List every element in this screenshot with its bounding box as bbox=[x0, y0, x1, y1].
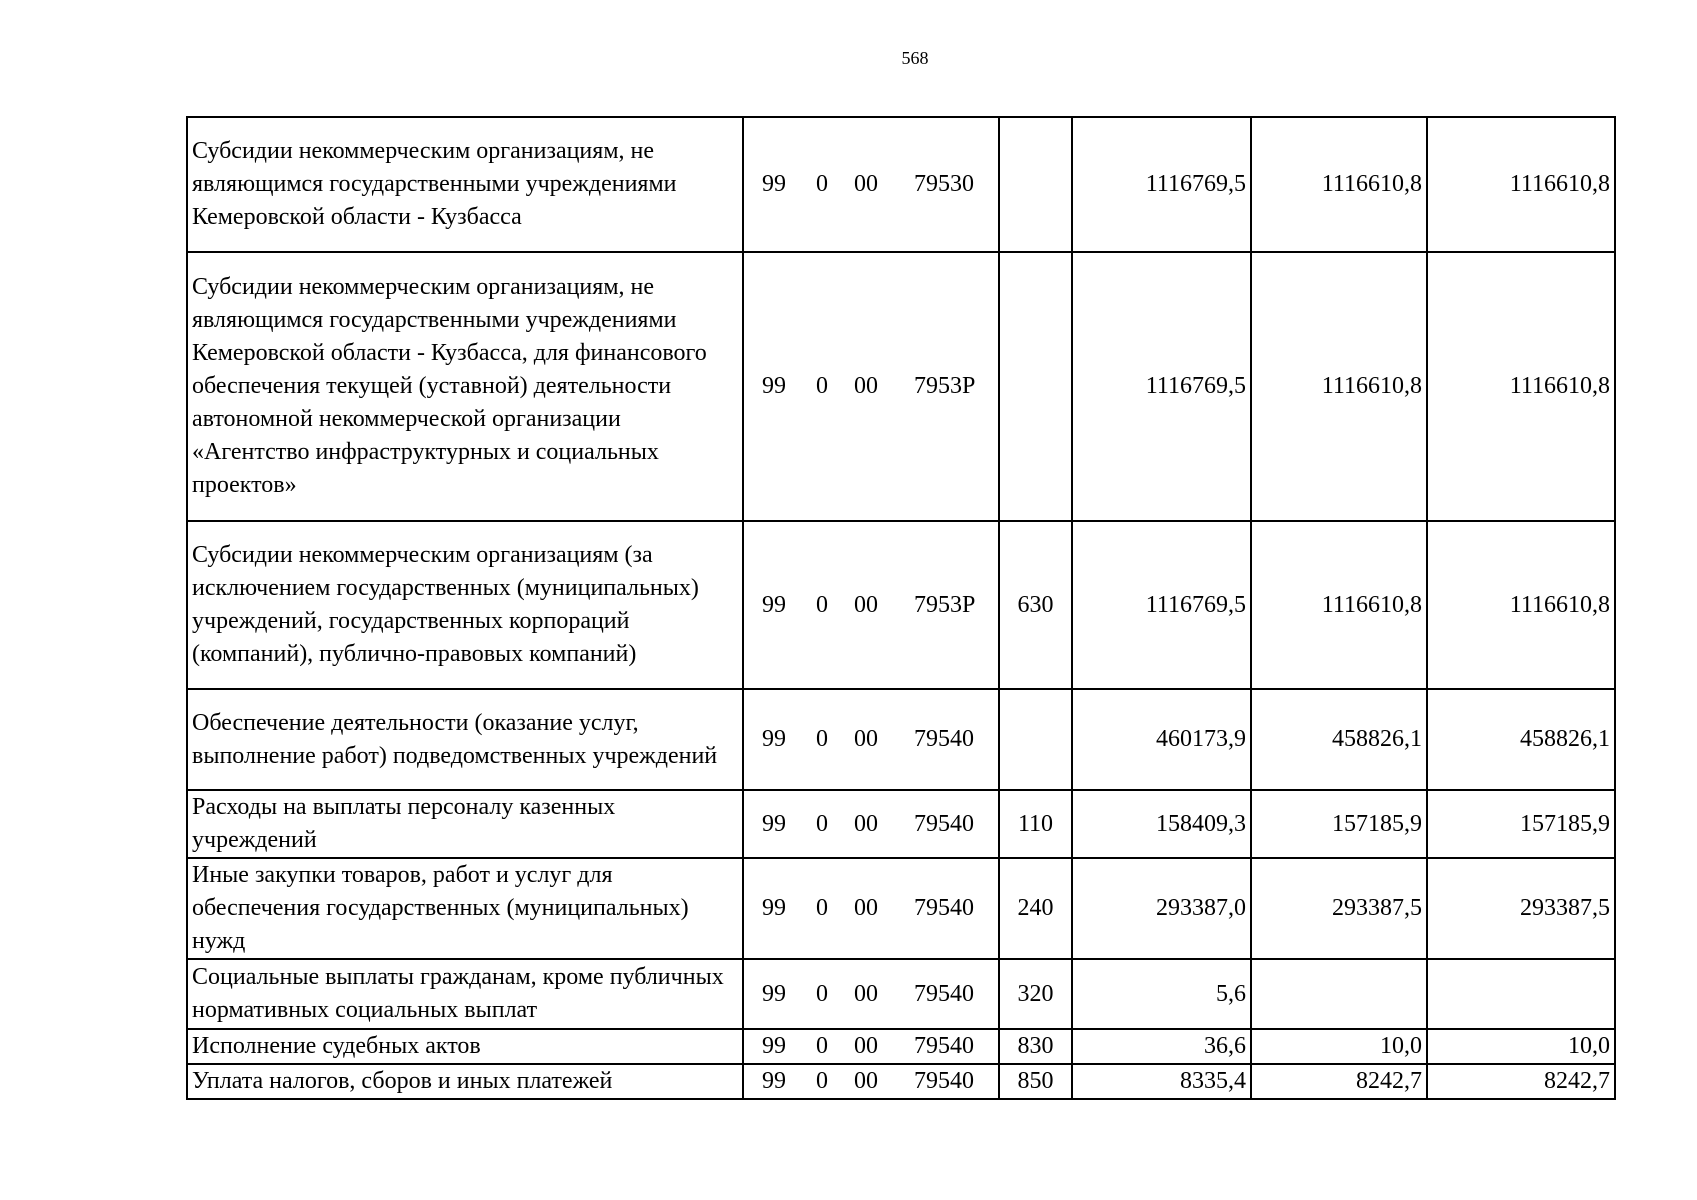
value-year-2: 157185,9 bbox=[1251, 790, 1427, 858]
code-part: 99 bbox=[762, 895, 786, 921]
row-name: Субсидии некоммерческим организациям (за исключением государственных (муниципальных) учреждений, государственных корпораций (компаний), публично-правовых компаний) bbox=[187, 521, 743, 689]
value-year-2 bbox=[1251, 959, 1427, 1029]
value-year-1: 8335,4 bbox=[1072, 1064, 1251, 1099]
code-part: 00 bbox=[854, 980, 878, 1007]
code-part: 00 bbox=[854, 895, 878, 921]
table-row bbox=[187, 689, 1615, 790]
code-part: 00 bbox=[854, 373, 878, 399]
table-row bbox=[187, 252, 1615, 521]
code-part: 00 bbox=[854, 171, 878, 197]
code-part: 0 bbox=[816, 591, 828, 618]
program-code bbox=[743, 790, 999, 858]
program-code bbox=[743, 1064, 999, 1099]
code-part: 99 bbox=[762, 373, 786, 399]
value-year-1: 5,6 bbox=[1072, 959, 1251, 1029]
code-part: 79540 bbox=[914, 810, 974, 837]
code-part: 79540 bbox=[914, 980, 974, 1007]
program-code bbox=[743, 521, 999, 689]
code-part: 99 bbox=[762, 810, 786, 837]
value-year-3: 8242,7 bbox=[1427, 1064, 1615, 1099]
value-year-2: 458826,1 bbox=[1251, 689, 1427, 790]
expense-type: 830 bbox=[999, 1029, 1072, 1064]
value-year-3: 1116610,8 bbox=[1427, 521, 1615, 689]
value-year-2: 8242,7 bbox=[1251, 1064, 1427, 1099]
expense-type bbox=[999, 117, 1072, 252]
value-year-2: 1116610,8 bbox=[1251, 252, 1427, 521]
program-code bbox=[743, 959, 999, 1029]
table-row bbox=[187, 1029, 1615, 1064]
code-part: 0 bbox=[816, 171, 828, 197]
row-name: Исполнение судебных актов bbox=[187, 1029, 743, 1064]
table-row bbox=[187, 790, 1615, 858]
value-year-2: 1116610,8 bbox=[1251, 117, 1427, 252]
expense-type bbox=[999, 252, 1072, 521]
code-part: 00 bbox=[854, 726, 878, 752]
expense-type: 630 bbox=[999, 521, 1072, 689]
code-part: 79540 bbox=[914, 1068, 974, 1094]
value-year-1: 460173,9 bbox=[1072, 689, 1251, 790]
table-row bbox=[187, 1064, 1615, 1099]
program-code bbox=[743, 1029, 999, 1064]
code-part: 0 bbox=[816, 1033, 828, 1059]
expense-type: 320 bbox=[999, 959, 1072, 1029]
value-year-3: 10,0 bbox=[1427, 1029, 1615, 1064]
code-part: 0 bbox=[816, 726, 828, 752]
value-year-1: 293387,0 bbox=[1072, 858, 1251, 959]
code-part: 79530 bbox=[914, 171, 974, 197]
program-code bbox=[743, 117, 999, 252]
code-part: 79540 bbox=[914, 726, 974, 752]
value-year-3: 1116610,8 bbox=[1427, 252, 1615, 521]
code-part: 79540 bbox=[914, 1033, 974, 1059]
value-year-1: 158409,3 bbox=[1072, 790, 1251, 858]
budget-table bbox=[186, 116, 1616, 1100]
table-row bbox=[187, 521, 1615, 689]
program-code bbox=[743, 858, 999, 959]
value-year-3: 157185,9 bbox=[1427, 790, 1615, 858]
code-part: 00 bbox=[854, 591, 878, 618]
code-part: 00 bbox=[854, 1033, 878, 1059]
row-name: Обеспечение деятельности (оказание услуг, выполнение работ) подведомственных учреждений bbox=[187, 689, 743, 790]
row-name: Социальные выплаты гражданам, кроме публичных нормативных социальных выплат bbox=[187, 959, 743, 1029]
expense-type: 240 bbox=[999, 858, 1072, 959]
expense-type bbox=[999, 689, 1072, 790]
code-part: 99 bbox=[762, 591, 786, 618]
page-number: 568 bbox=[901, 48, 929, 68]
code-part: 99 bbox=[762, 1033, 786, 1059]
value-year-1: 1116769,5 bbox=[1072, 117, 1251, 252]
code-part: 0 bbox=[816, 895, 828, 921]
value-year-1: 1116769,5 bbox=[1072, 252, 1251, 521]
row-name: Уплата налогов, сборов и иных платежей bbox=[187, 1064, 743, 1099]
row-name: Иные закупки товаров, работ и услуг для обеспечения государственных (муниципальных) нужд bbox=[187, 858, 743, 959]
code-part: 0 bbox=[816, 373, 828, 399]
code-part: 0 bbox=[816, 810, 828, 837]
code-part: 99 bbox=[762, 1068, 786, 1094]
table-row bbox=[187, 959, 1615, 1029]
table-row bbox=[187, 117, 1615, 252]
value-year-1: 36,6 bbox=[1072, 1029, 1251, 1064]
expense-type: 110 bbox=[999, 790, 1072, 858]
value-year-1: 1116769,5 bbox=[1072, 521, 1251, 689]
expense-type: 850 bbox=[999, 1064, 1072, 1099]
value-year-2: 10,0 bbox=[1251, 1029, 1427, 1064]
value-year-3: 458826,1 bbox=[1427, 689, 1615, 790]
code-part: 0 bbox=[816, 1068, 828, 1094]
code-part: 7953Р bbox=[914, 373, 976, 399]
program-code bbox=[743, 689, 999, 790]
code-part: 00 bbox=[854, 1068, 878, 1094]
table-row bbox=[187, 858, 1615, 959]
row-name: Субсидии некоммерческим организациям, не являющимся государственными учреждениями Кемеровской области - Кузбасса bbox=[187, 117, 743, 252]
code-part: 7953Р bbox=[914, 591, 976, 618]
value-year-2: 1116610,8 bbox=[1251, 521, 1427, 689]
code-part: 99 bbox=[762, 171, 786, 197]
row-name: Субсидии некоммерческим организациям, не являющимся государственными учреждениями Кемеровской области - Кузбасса, для финансового обеспечения текущей (уставной) деятельности автономной некоммерческой организации «Агентство инфраструктурных и социальных проектов» bbox=[187, 252, 743, 521]
program-code bbox=[743, 252, 999, 521]
code-part: 79540 bbox=[914, 895, 974, 921]
value-year-3 bbox=[1427, 959, 1615, 1029]
code-part: 99 bbox=[762, 980, 786, 1007]
value-year-3: 293387,5 bbox=[1427, 858, 1615, 959]
value-year-2: 293387,5 bbox=[1251, 858, 1427, 959]
value-year-3: 1116610,8 bbox=[1427, 117, 1615, 252]
code-part: 99 bbox=[762, 726, 786, 752]
code-part: 0 bbox=[816, 980, 828, 1007]
row-name: Расходы на выплаты персоналу казенных учреждений bbox=[187, 790, 743, 858]
code-part: 00 bbox=[854, 810, 878, 837]
